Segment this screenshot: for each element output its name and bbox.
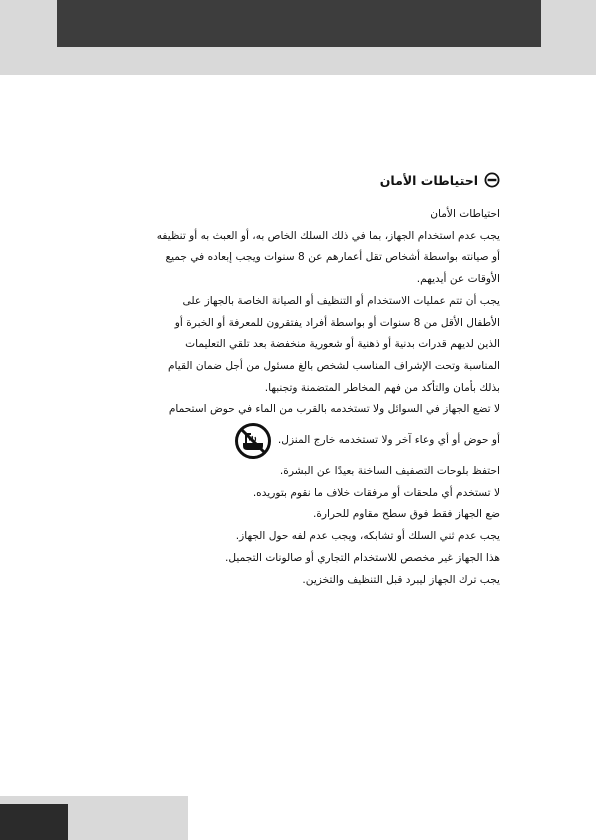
text-line: الأطفال الأقل من 8 سنوات أو بواسطة أفراد يفتقرون للمعرفة أو الخبرة أو <box>174 316 500 329</box>
paragraph-children-use <box>150 226 500 291</box>
minus-circle-icon <box>484 172 500 188</box>
text-line: يجب عدم ثني السلك أو تشابكه، ويجب عدم لفه حول الجهاز. <box>235 530 500 543</box>
text-line: الذين لديهم قدرات بدنية أو ذهنية أو شعورية منخفضة بعد تلقي التعليمات <box>185 338 500 351</box>
paragraph-supervision <box>150 291 500 400</box>
text-line: هذا الجهاز غير مخصص للاستخدام التجاري أو صالونات التجميل. <box>225 551 500 564</box>
text-line: أو حوض أو أي وعاء آخر ولا تستخدمه خارج المنزل. <box>277 434 500 447</box>
page-tab <box>0 804 68 840</box>
section-heading-text: احتياطات الأمان <box>379 172 478 188</box>
text-line: لا تستخدم أي ملحقات أو مرفقات خلاف ما نقوم بتوريده. <box>252 486 500 499</box>
text-line: الأوقات عن أيديهم. <box>416 273 500 286</box>
section-subheading: احتياطات الأمان <box>430 208 500 220</box>
text-line: يجب ترك الجهاز ليبرد قبل التنظيف والتخزين. <box>302 573 500 586</box>
text-line: بذلك بأمان والتأكد من فهم المخاطر المتضمنة وتجنبها. <box>264 381 500 394</box>
section-heading <box>150 172 500 188</box>
text-line: يجب أن تتم عمليات الاستخدام أو التنظيف أو الصيانة الخاصة بالجهاز على <box>182 294 500 307</box>
header-bar <box>57 0 541 47</box>
text-line: لا تضع الجهاز في السوائل ولا تستخدمه بالقرب من الماء في حوض استحمام <box>168 403 500 416</box>
text-line: أو صيانته بواسطة أشخاص تقل أعمارهم عن 8 سنوات ويجب إبعاده في جميع <box>165 251 500 264</box>
no-water-bath-icon <box>234 422 272 460</box>
text-line: يجب عدم استخدام الجهاز، بما في ذلك السلك الخاص به، أو العبث به أو تنظيفه <box>156 229 500 242</box>
paragraph-usage-notes <box>150 461 500 591</box>
text-line: المناسبة وتحت الإشراف المناسب لشخص بالغ مسئول من أجل ضمان القيام <box>167 359 500 372</box>
water-warning <box>150 399 500 461</box>
text-line: احتفظ بلوحات التصفيف الساخنة بعيدًا عن البشرة. <box>279 465 500 478</box>
safety-section <box>150 172 500 591</box>
text-line: ضع الجهاز فقط فوق سطح مقاوم للحرارة. <box>312 508 500 521</box>
